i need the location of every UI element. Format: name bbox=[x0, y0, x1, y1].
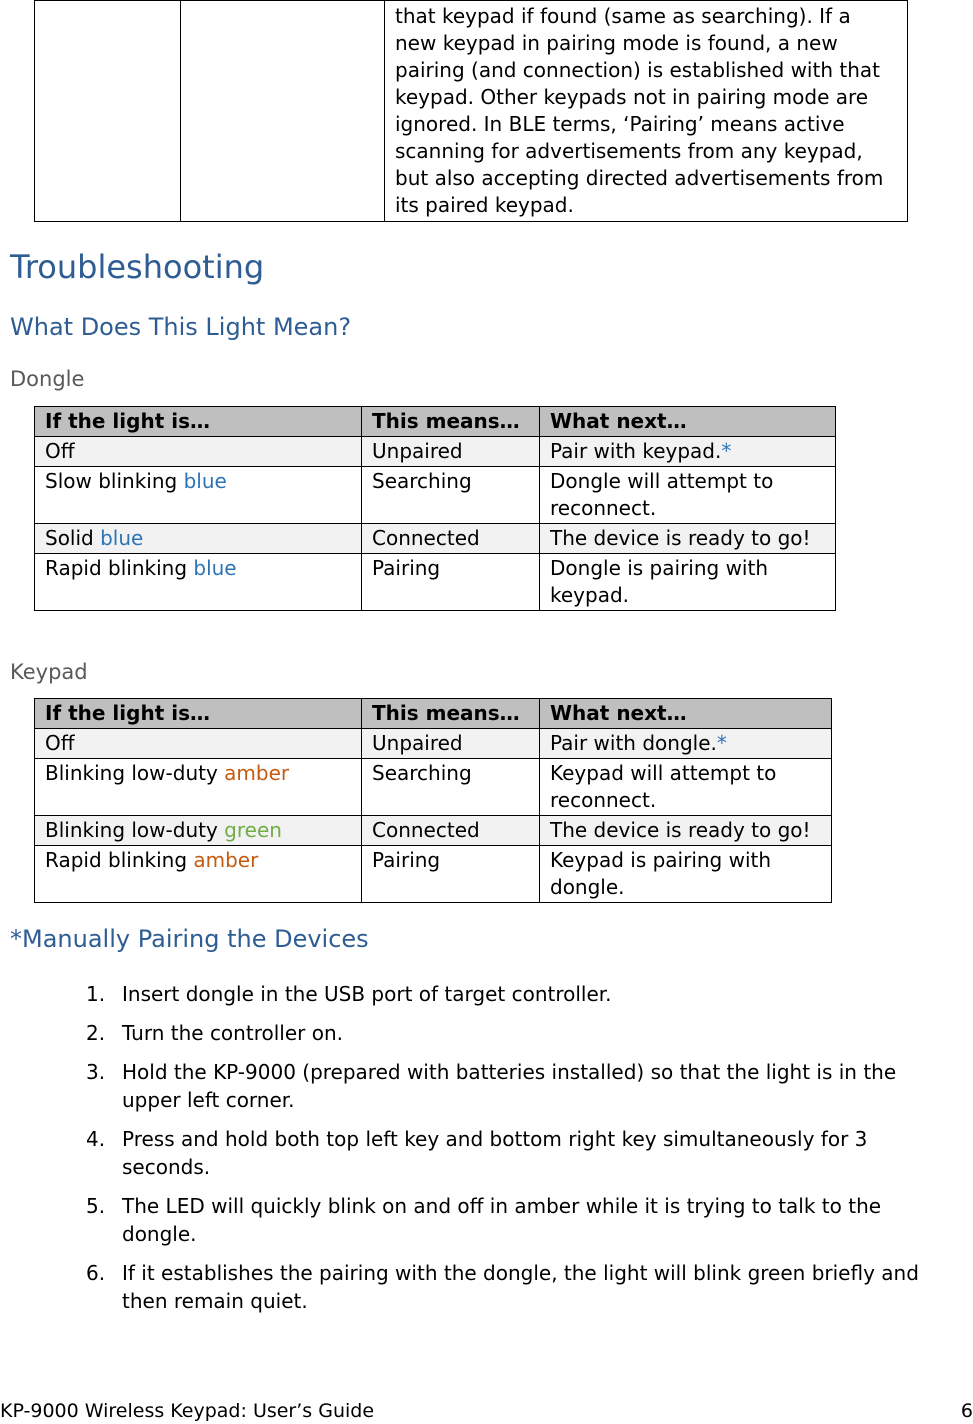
list-item bbox=[0, 1192, 940, 1248]
list-item bbox=[0, 1259, 940, 1315]
step-text: Insert dongle in the USB port of target controller. bbox=[122, 982, 612, 1006]
light-color-word: amber bbox=[224, 761, 290, 785]
light-text: Blinking low-duty bbox=[45, 761, 225, 785]
step-text: Press and hold both top left key and bottom right key simultaneously for 3 seconds. bbox=[122, 1127, 868, 1179]
step-number: 5. bbox=[86, 1194, 106, 1218]
means-cell: Searching bbox=[362, 467, 540, 524]
light-text: Rapid blinking bbox=[45, 848, 194, 872]
next-cell: The device is ready to go! bbox=[540, 524, 836, 554]
next-cell: Dongle is pairing with keypad. bbox=[540, 554, 836, 611]
table-row bbox=[35, 467, 836, 524]
step-text: Turn the controller on. bbox=[122, 1021, 343, 1045]
light-mean-heading: What Does This Light Mean? bbox=[10, 313, 352, 341]
means-cell: Unpaired bbox=[362, 437, 540, 467]
means-cell: Searching bbox=[362, 759, 540, 816]
light-text: Blinking low-duty bbox=[45, 818, 225, 842]
table-row bbox=[35, 524, 836, 554]
light-color-word: amber bbox=[193, 848, 259, 872]
light-text: Slow blinking bbox=[45, 469, 184, 493]
next-cell: Keypad is pairing with dongle. bbox=[540, 846, 832, 903]
next-text: Pair with dongle. bbox=[550, 731, 717, 755]
column-header-light: If the light is… bbox=[35, 699, 362, 729]
column-header-next: What next… bbox=[540, 407, 836, 437]
next-cell: Keypad will attempt to reconnect. bbox=[540, 759, 832, 816]
step-number: 2. bbox=[86, 1021, 106, 1045]
list-item bbox=[0, 1125, 940, 1181]
table-cell-empty bbox=[181, 1, 385, 222]
table-row bbox=[35, 1, 908, 222]
light-cell bbox=[35, 759, 362, 816]
next-text: Pair with keypad. bbox=[550, 439, 722, 463]
table-row bbox=[35, 759, 832, 816]
step-number: 4. bbox=[86, 1127, 106, 1151]
means-cell: Connected bbox=[362, 816, 540, 846]
column-header-next: What next… bbox=[540, 699, 832, 729]
light-color-word: blue bbox=[183, 469, 227, 493]
dongle-heading: Dongle bbox=[10, 367, 85, 391]
column-header-means: This means… bbox=[362, 699, 540, 729]
light-cell bbox=[35, 554, 362, 611]
table-row bbox=[35, 846, 832, 903]
table-row bbox=[35, 729, 832, 759]
light-text: Off bbox=[45, 439, 75, 463]
means-cell: Pairing bbox=[362, 554, 540, 611]
light-text: Off bbox=[45, 731, 75, 755]
light-cell bbox=[35, 816, 362, 846]
next-cell bbox=[540, 437, 836, 467]
table-cell-empty bbox=[35, 1, 181, 222]
next-cell bbox=[540, 729, 832, 759]
list-item bbox=[0, 1019, 940, 1047]
means-cell: Pairing bbox=[362, 846, 540, 903]
keypad-heading: Keypad bbox=[10, 660, 88, 684]
table-row bbox=[35, 437, 836, 467]
light-cell bbox=[35, 846, 362, 903]
light-cell bbox=[35, 467, 362, 524]
troubleshooting-heading: Troubleshooting bbox=[10, 248, 265, 286]
step-number: 6. bbox=[86, 1261, 106, 1285]
table-header-row bbox=[35, 699, 832, 729]
means-cell: Connected bbox=[362, 524, 540, 554]
light-color-word: green bbox=[224, 818, 282, 842]
light-color-word: blue bbox=[193, 556, 237, 580]
table-header-row bbox=[35, 407, 836, 437]
step-number: 3. bbox=[86, 1060, 106, 1084]
pairing-steps-list bbox=[0, 980, 940, 1326]
table-row bbox=[35, 554, 836, 611]
keypad-light-table bbox=[34, 698, 832, 903]
next-cell: Dongle will attempt to reconnect. bbox=[540, 467, 836, 524]
column-header-light: If the light is… bbox=[35, 407, 362, 437]
continuation-table bbox=[34, 0, 908, 222]
footnote-star: * bbox=[721, 439, 732, 463]
light-cell bbox=[35, 524, 362, 554]
step-number: 1. bbox=[86, 982, 106, 1006]
list-item bbox=[0, 980, 940, 1008]
light-cell bbox=[35, 729, 362, 759]
footnote-star: * bbox=[716, 731, 727, 755]
continuation-text: that keypad if found (same as searching). If a new keypad in pairing mode is found, a new pairing (and connection) is established with that keypad. Other keypads not in pairing mode are ignored. In BLE terms, ‘Pairing’ means active scanning for advertisements from any keypad, but also accepting directed advertisements from its paired keypad. bbox=[385, 1, 908, 222]
list-item bbox=[0, 1058, 940, 1114]
table-row bbox=[35, 816, 832, 846]
column-header-means: This means… bbox=[362, 407, 540, 437]
step-text: The LED will quickly blink on and off in amber while it is trying to talk to the dongle. bbox=[122, 1194, 882, 1246]
footer-title: KP-9000 Wireless Keypad: User’s Guide bbox=[0, 1400, 375, 1422]
next-cell: The device is ready to go! bbox=[540, 816, 832, 846]
light-text: Solid bbox=[45, 526, 101, 550]
dongle-light-table bbox=[34, 406, 836, 611]
means-cell: Unpaired bbox=[362, 729, 540, 759]
manual-pairing-heading: *Manually Pairing the Devices bbox=[10, 925, 369, 953]
light-color-word: blue bbox=[100, 526, 144, 550]
page-number: 6 bbox=[960, 1400, 973, 1422]
light-text: Rapid blinking bbox=[45, 556, 194, 580]
step-text: Hold the KP-9000 (prepared with batteries installed) so that the light is in the upper left corner. bbox=[122, 1060, 897, 1112]
light-cell bbox=[35, 437, 362, 467]
step-text: If it establishes the pairing with the dongle, the light will blink green briefly and then remain quiet. bbox=[122, 1261, 919, 1313]
